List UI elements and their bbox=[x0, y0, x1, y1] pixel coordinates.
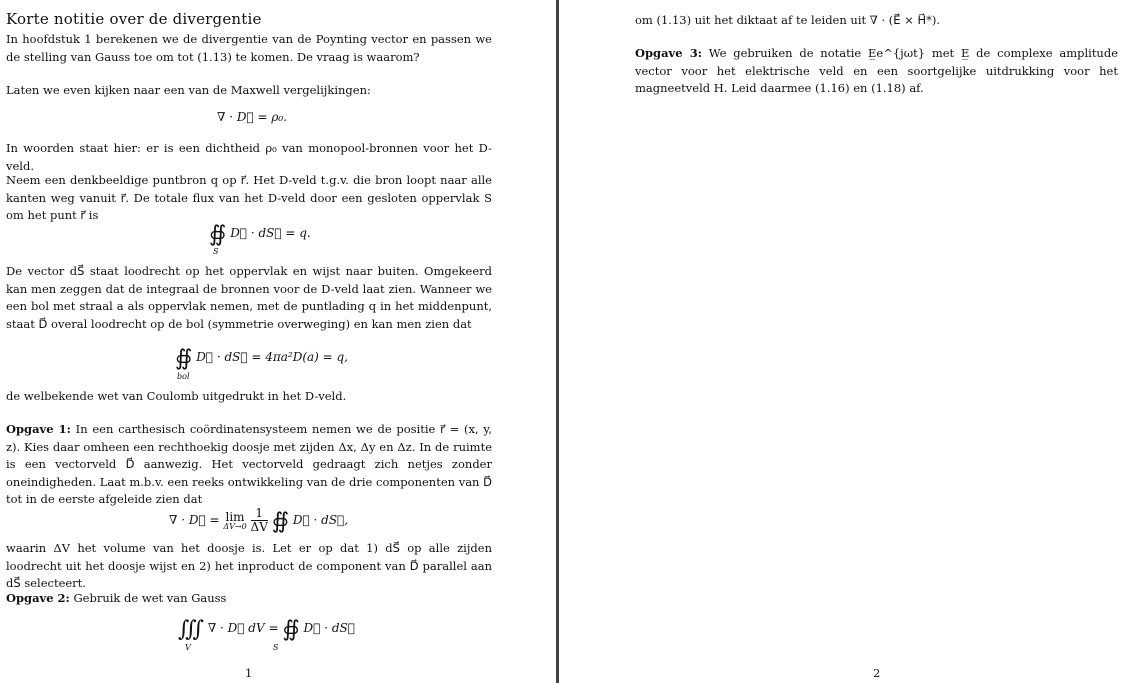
surface-integral-symbol: ∯ bbox=[175, 346, 193, 371]
divergence-lhs: ∇ · D⃗ = bbox=[169, 513, 220, 527]
opgave2-paragraph bbox=[6, 590, 492, 608]
sphere-flux-equation-body: D⃗ · dS⃗ = 4πa²D(a) = q, bbox=[196, 350, 349, 364]
vector-ds-paragraph: De vector dS⃗ staat loodrecht op het oppervlak en wijst naar buiten. Omgekeerd kan men zeggen dat de integraal de bronnen voor de D-veld laat zien. Wanneer we een bol met straal a als oppervlak nemen, met de puntlading q in het middenpunt, staat D⃗ overal loodrecht op de bol (symmetrie overweging) en kan men zien dat bbox=[6, 264, 492, 331]
surface-integral-symbol: ∯ bbox=[271, 509, 290, 534]
maxwell-intro-paragraph: Laten we even kijken naar een van de Maxwell vergelijkingen: bbox=[6, 83, 371, 97]
maxwell-equation: ∇ · D⃗ = ρ₀. bbox=[217, 110, 288, 124]
opgave1-text: In een carthesisch coördinatensysteem nemen we de positie r⃗ = (x, y, z). Kies daar omheen een rechthoekig doosje met zijden Δx, Δy en Δz. In de ruimte is een vectorveld D⃗ aanwezig. Het vectorveld gedraagt zich netjes zonder oneindigheden. Laat m.b.v. een reeks ontwikkeling van de drie componenten van D⃗ tot in de eerste afgeleide zien dat bbox=[6, 422, 492, 506]
gauss-surface-subscript: S bbox=[273, 643, 279, 652]
flux-equation-body: D⃗ · dS⃗ = q. bbox=[230, 226, 311, 240]
opgave2-label: Opgave 2: bbox=[6, 591, 70, 605]
fraction-denominator: ΔV bbox=[250, 520, 268, 534]
opgave3-text: We gebruiken de notatie E̲e^{jωt} met E̲ de complexe amplitude vector voor het elektrische veld en een soortgelijke uitdrukking voor het magneetveld H. Leid daarmee (1.16) en (1.18) af. bbox=[635, 46, 1119, 95]
intro-paragraph: In hoofdstuk 1 berekenen we de divergentie van de Poynting vector en passen we de stelling van Gauss toe om tot (1.13) te komen. De vraag is waarom? bbox=[6, 32, 492, 64]
waarin-paragraph: waarin ΔV het volume van het doosje is. Let er op dat 1) dS⃗ op alle zijden loodrecht uit het doosje wijst en 2) het inproduct de component van D⃗ parallel aan dS⃗ selecteert. bbox=[6, 541, 492, 590]
document-page-1 bbox=[0, 0, 556, 683]
continuation-paragraph: om (1.13) uit het diktaat af te leiden uit ∇ · (E⃗ × H⃗*). bbox=[635, 13, 941, 27]
limit-subscript: ΔV→0 bbox=[223, 521, 247, 531]
limit-text: lim bbox=[225, 509, 245, 524]
gauss-volume-subscript: V bbox=[185, 643, 191, 652]
coulomb-paragraph: de welbekende wet van Coulomb uitgedrukt in het D-veld. bbox=[6, 389, 347, 403]
limit-operator bbox=[223, 511, 246, 531]
surface-integral-symbol: ∯ bbox=[282, 617, 300, 642]
volume-integral-symbol: ∭ bbox=[178, 617, 205, 642]
surface-integral-symbol: ∯ bbox=[209, 222, 227, 247]
opgave3-label: Opgave 3: bbox=[635, 46, 702, 60]
opgave2-text: Gebruik de wet van Gauss bbox=[73, 591, 227, 605]
words-paragraph: In woorden staat hier: er is een dichtheid ρ₀ van monopool-bronnen voor het D-veld. bbox=[6, 141, 492, 173]
opgave1-paragraph bbox=[6, 421, 492, 509]
opgave1-label: Opgave 1: bbox=[6, 422, 71, 436]
sphere-flux-equation bbox=[175, 346, 348, 371]
fraction bbox=[251, 507, 268, 534]
divergence-rhs: D⃗ · dS⃗, bbox=[292, 513, 349, 527]
fraction-numerator: 1 bbox=[251, 507, 268, 521]
page-number: 2 bbox=[873, 666, 881, 680]
opgave3-paragraph bbox=[635, 45, 1118, 98]
pointsource-paragraph: Neem een denkbeeldige puntbron q op r⃗. Het D-veld t.g.v. die bron loopt naar alle kanten weg vanuit r⃗. De totale flux van het D-veld door een gesloten oppervlak S om het punt r⃗ is bbox=[6, 173, 492, 222]
document-page-2 bbox=[559, 0, 1139, 683]
divergence-limit-equation bbox=[169, 507, 348, 534]
page-number: 1 bbox=[245, 666, 253, 680]
flux-integral-subscript: S bbox=[213, 247, 219, 256]
gauss-equation bbox=[178, 617, 355, 642]
gauss-lhs: ∇ · D⃗ dV = bbox=[207, 621, 279, 635]
sphere-integral-subscript: bol bbox=[177, 372, 190, 381]
gauss-rhs: D⃗ · dS⃗ bbox=[303, 621, 355, 635]
document-title: Korte notitie over de divergentie bbox=[6, 10, 262, 28]
flux-equation bbox=[209, 222, 311, 247]
